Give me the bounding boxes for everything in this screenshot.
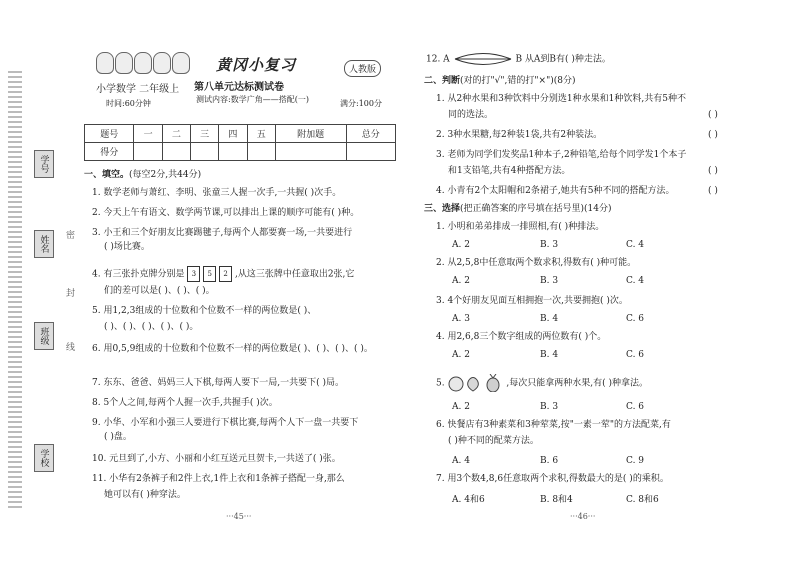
question-10: 10. 元旦到了,小方、小丽和小红互送元旦贺卡,一共送了( )张。	[92, 454, 341, 464]
choice-3: 3. 4个好朋友见面互相拥抱一次,共要拥抱( )次。	[436, 296, 628, 306]
option-a[interactable]: A. 2	[452, 240, 470, 250]
judge-3-cont: 和1支铅笔,共有4种搭配方法。	[448, 166, 571, 176]
section-title: 三、选择	[424, 204, 461, 214]
choice-4: 4. 用2,6,8三个数字组成的两位数有( )个。	[436, 332, 607, 342]
option-c[interactable]: C. 8和6	[626, 495, 659, 505]
judge-3: 3. 老师为同学们发奖品1种本子,2种铅笔,给每个同学发1个本子	[436, 150, 687, 160]
question-4-cont: 们的差可以是( )、( )、( )。	[104, 286, 215, 296]
option-c[interactable]: C. 6	[626, 402, 645, 412]
question-7: 7. 东东、爸爸、妈妈三人下棋,每两人要下一局,一共要下( )局。	[92, 378, 345, 388]
section-choice	[424, 204, 612, 215]
binding-sidebar	[8, 68, 76, 508]
question-8: 8. 5个人之间,每两个人握一次手,共握手( )次。	[92, 398, 278, 408]
choice-6-cont: ( )种不同的配菜方法。	[448, 436, 539, 446]
section-title: 一、填空。	[84, 170, 130, 180]
question-5-cont: ( )、( )、( )、( )、( )。	[104, 322, 199, 332]
question-3-cont: ( )场比赛。	[104, 242, 150, 252]
choice-5-text: ,每次只能拿两种水果,有( )种拿法。	[506, 378, 648, 389]
question-4	[92, 266, 354, 282]
name-box: 姓名	[34, 230, 54, 258]
option-c[interactable]: C. 4	[626, 240, 645, 250]
exam-header	[96, 52, 396, 108]
class-box: 班级	[34, 322, 54, 350]
option-a[interactable]: A. 2	[452, 402, 470, 412]
choice-6: 6. 快餐店有3种素菜和3种荤菜,按"一素一荤"的方法配菜,有	[436, 420, 671, 430]
poker-card: 3	[187, 266, 200, 282]
section-title: 二、判断	[424, 76, 461, 86]
poker-card: 5	[203, 266, 216, 282]
option-b[interactable]: B. 3	[540, 240, 559, 250]
question-12-text: B 从A到B有( )种走法。	[515, 54, 611, 65]
table-cell: 题号	[85, 125, 134, 143]
score-cell[interactable]	[191, 143, 219, 161]
option-b[interactable]: B. 8和4	[540, 495, 573, 505]
judge-3-answer[interactable]: ( )	[708, 166, 718, 176]
question-2: 2. 今天上午有语文、数学两节课,可以排出上课的顺序可能有( )种。	[92, 208, 360, 218]
score-cell[interactable]	[134, 143, 162, 161]
score-cell[interactable]	[247, 143, 275, 161]
table-cell: 四	[219, 125, 247, 143]
question-12	[426, 52, 611, 66]
judge-1: 1. 从2种水果和3种饮料中分别选1种水果和1种饮料,共有5种不	[436, 94, 686, 104]
option-b[interactable]: B. 3	[540, 402, 559, 412]
page-number: ···46···	[570, 512, 596, 521]
option-c[interactable]: C. 4	[626, 276, 645, 286]
score-cell[interactable]	[275, 143, 346, 161]
option-a[interactable]: A. 3	[452, 314, 470, 324]
question-4-text: 4. 有三张扑克牌分别是	[92, 269, 185, 280]
judge-4-answer[interactable]: ( )	[708, 186, 718, 196]
poker-card: 2	[219, 266, 232, 282]
children-illustration	[96, 52, 190, 74]
option-b[interactable]: B. 4	[540, 314, 559, 324]
table-cell: 三	[191, 125, 219, 143]
option-a[interactable]: A. 2	[452, 350, 470, 360]
table-cell: 一	[134, 125, 162, 143]
score-cell[interactable]	[346, 143, 396, 161]
section-note: (每空2分,共44分)	[129, 170, 202, 180]
seal-char: 封	[66, 289, 76, 299]
table-cell: 总分	[346, 125, 396, 143]
section-fill-blank	[84, 170, 201, 181]
content-label: 测试内容:数学广角——搭配(一)	[196, 95, 309, 104]
edition-badge: 人教版	[344, 60, 381, 77]
table-cell: 附加题	[275, 125, 346, 143]
question-9: 9. 小华、小军和小强三人要进行下棋比赛,每两个人下一盘一共要下	[92, 418, 359, 428]
option-a[interactable]: A. 4	[452, 456, 470, 466]
table-cell: 五	[247, 125, 275, 143]
option-b[interactable]: B. 4	[540, 350, 559, 360]
section-note: (对的打"√",错的打"×")(8分)	[460, 76, 576, 86]
school-box: 学校	[34, 444, 54, 472]
judge-1-answer[interactable]: ( )	[708, 110, 718, 120]
route-diagram	[453, 52, 513, 66]
choice-7: 7. 用3个数4,8,6任意取两个求积,得数最大的是( )的乘积。	[436, 474, 669, 484]
score-cell[interactable]	[162, 143, 190, 161]
table-cell: 得分	[85, 143, 134, 161]
judge-2-answer[interactable]: ( )	[708, 130, 718, 140]
judge-4: 4. 小青有2个太阳帽和2条裙子,她共有5种不同的搭配方法。	[436, 186, 675, 196]
choice-1: 1. 小明和弟弟排成一排照相,有( )种排法。	[436, 222, 605, 232]
section-judge	[424, 76, 575, 87]
fruits-illustration	[447, 374, 503, 392]
option-c[interactable]: C. 6	[626, 350, 645, 360]
seal-char: 密	[66, 231, 76, 241]
option-a[interactable]: A. 2	[452, 276, 470, 286]
score-cell[interactable]	[219, 143, 247, 161]
question-11: 11. 小华有2条裤子和2件上衣,1件上衣和1条裤子搭配一身,那么	[92, 474, 345, 484]
judge-1-cont: 同的选法。	[448, 110, 494, 120]
option-a[interactable]: A. 4和6	[452, 495, 485, 505]
option-c[interactable]: C. 9	[626, 456, 645, 466]
question-12-text: 12. A	[426, 54, 450, 65]
option-b[interactable]: B. 6	[540, 456, 559, 466]
question-9-cont: ( )盘。	[104, 432, 132, 442]
choice-2: 2. 从2,5,8中任意取两个数求积,得数有( )种可能。	[436, 258, 637, 268]
seal-char: 线	[66, 343, 76, 353]
choice-5	[436, 374, 648, 392]
table-row	[85, 125, 396, 143]
question-11-cont: 她可以有( )种穿法。	[104, 490, 186, 500]
score-table	[84, 124, 396, 161]
option-b[interactable]: B. 3	[540, 276, 559, 286]
question-6: 6. 用0,5,9组成的十位数和个位数不一样的两位数是( )、( )、( )、( )。	[92, 344, 373, 354]
option-c[interactable]: C. 6	[626, 314, 645, 324]
question-5: 5. 用1,2,3组成的十位数和个位数不一样的两位数是( )、	[92, 306, 317, 316]
grade-label: 小学数学 二年级上	[96, 84, 180, 95]
judge-2: 2. 3种水果糖,每2种装1袋,共有2种装法。	[436, 130, 603, 140]
question-4-text: ,从这三张牌中任意取出2张,它	[234, 269, 355, 280]
score-label: 满分:100分	[340, 99, 382, 108]
question-3: 3. 小王和三个好朋友比赛踢毽子,每两个人都要赛一场,一共要进行	[92, 228, 353, 238]
section-note: (把正确答案的序号填在括号里)(14分)	[460, 204, 612, 214]
table-cell: 二	[162, 125, 190, 143]
page-number: ···45···	[226, 512, 252, 521]
time-label: 时间:60分钟	[106, 99, 151, 108]
student-id-box: 学号	[34, 150, 54, 178]
table-row	[85, 143, 396, 161]
brand-logo: 黄冈小复习	[216, 56, 297, 74]
choice-5-text: 5.	[436, 378, 445, 389]
binding-stripe	[8, 68, 22, 508]
question-1: 1. 数学老师与萧红、李明、张童三人握一次手,一共握( )次手。	[92, 188, 342, 198]
unit-title: 第八单元达标测试卷	[194, 82, 284, 93]
